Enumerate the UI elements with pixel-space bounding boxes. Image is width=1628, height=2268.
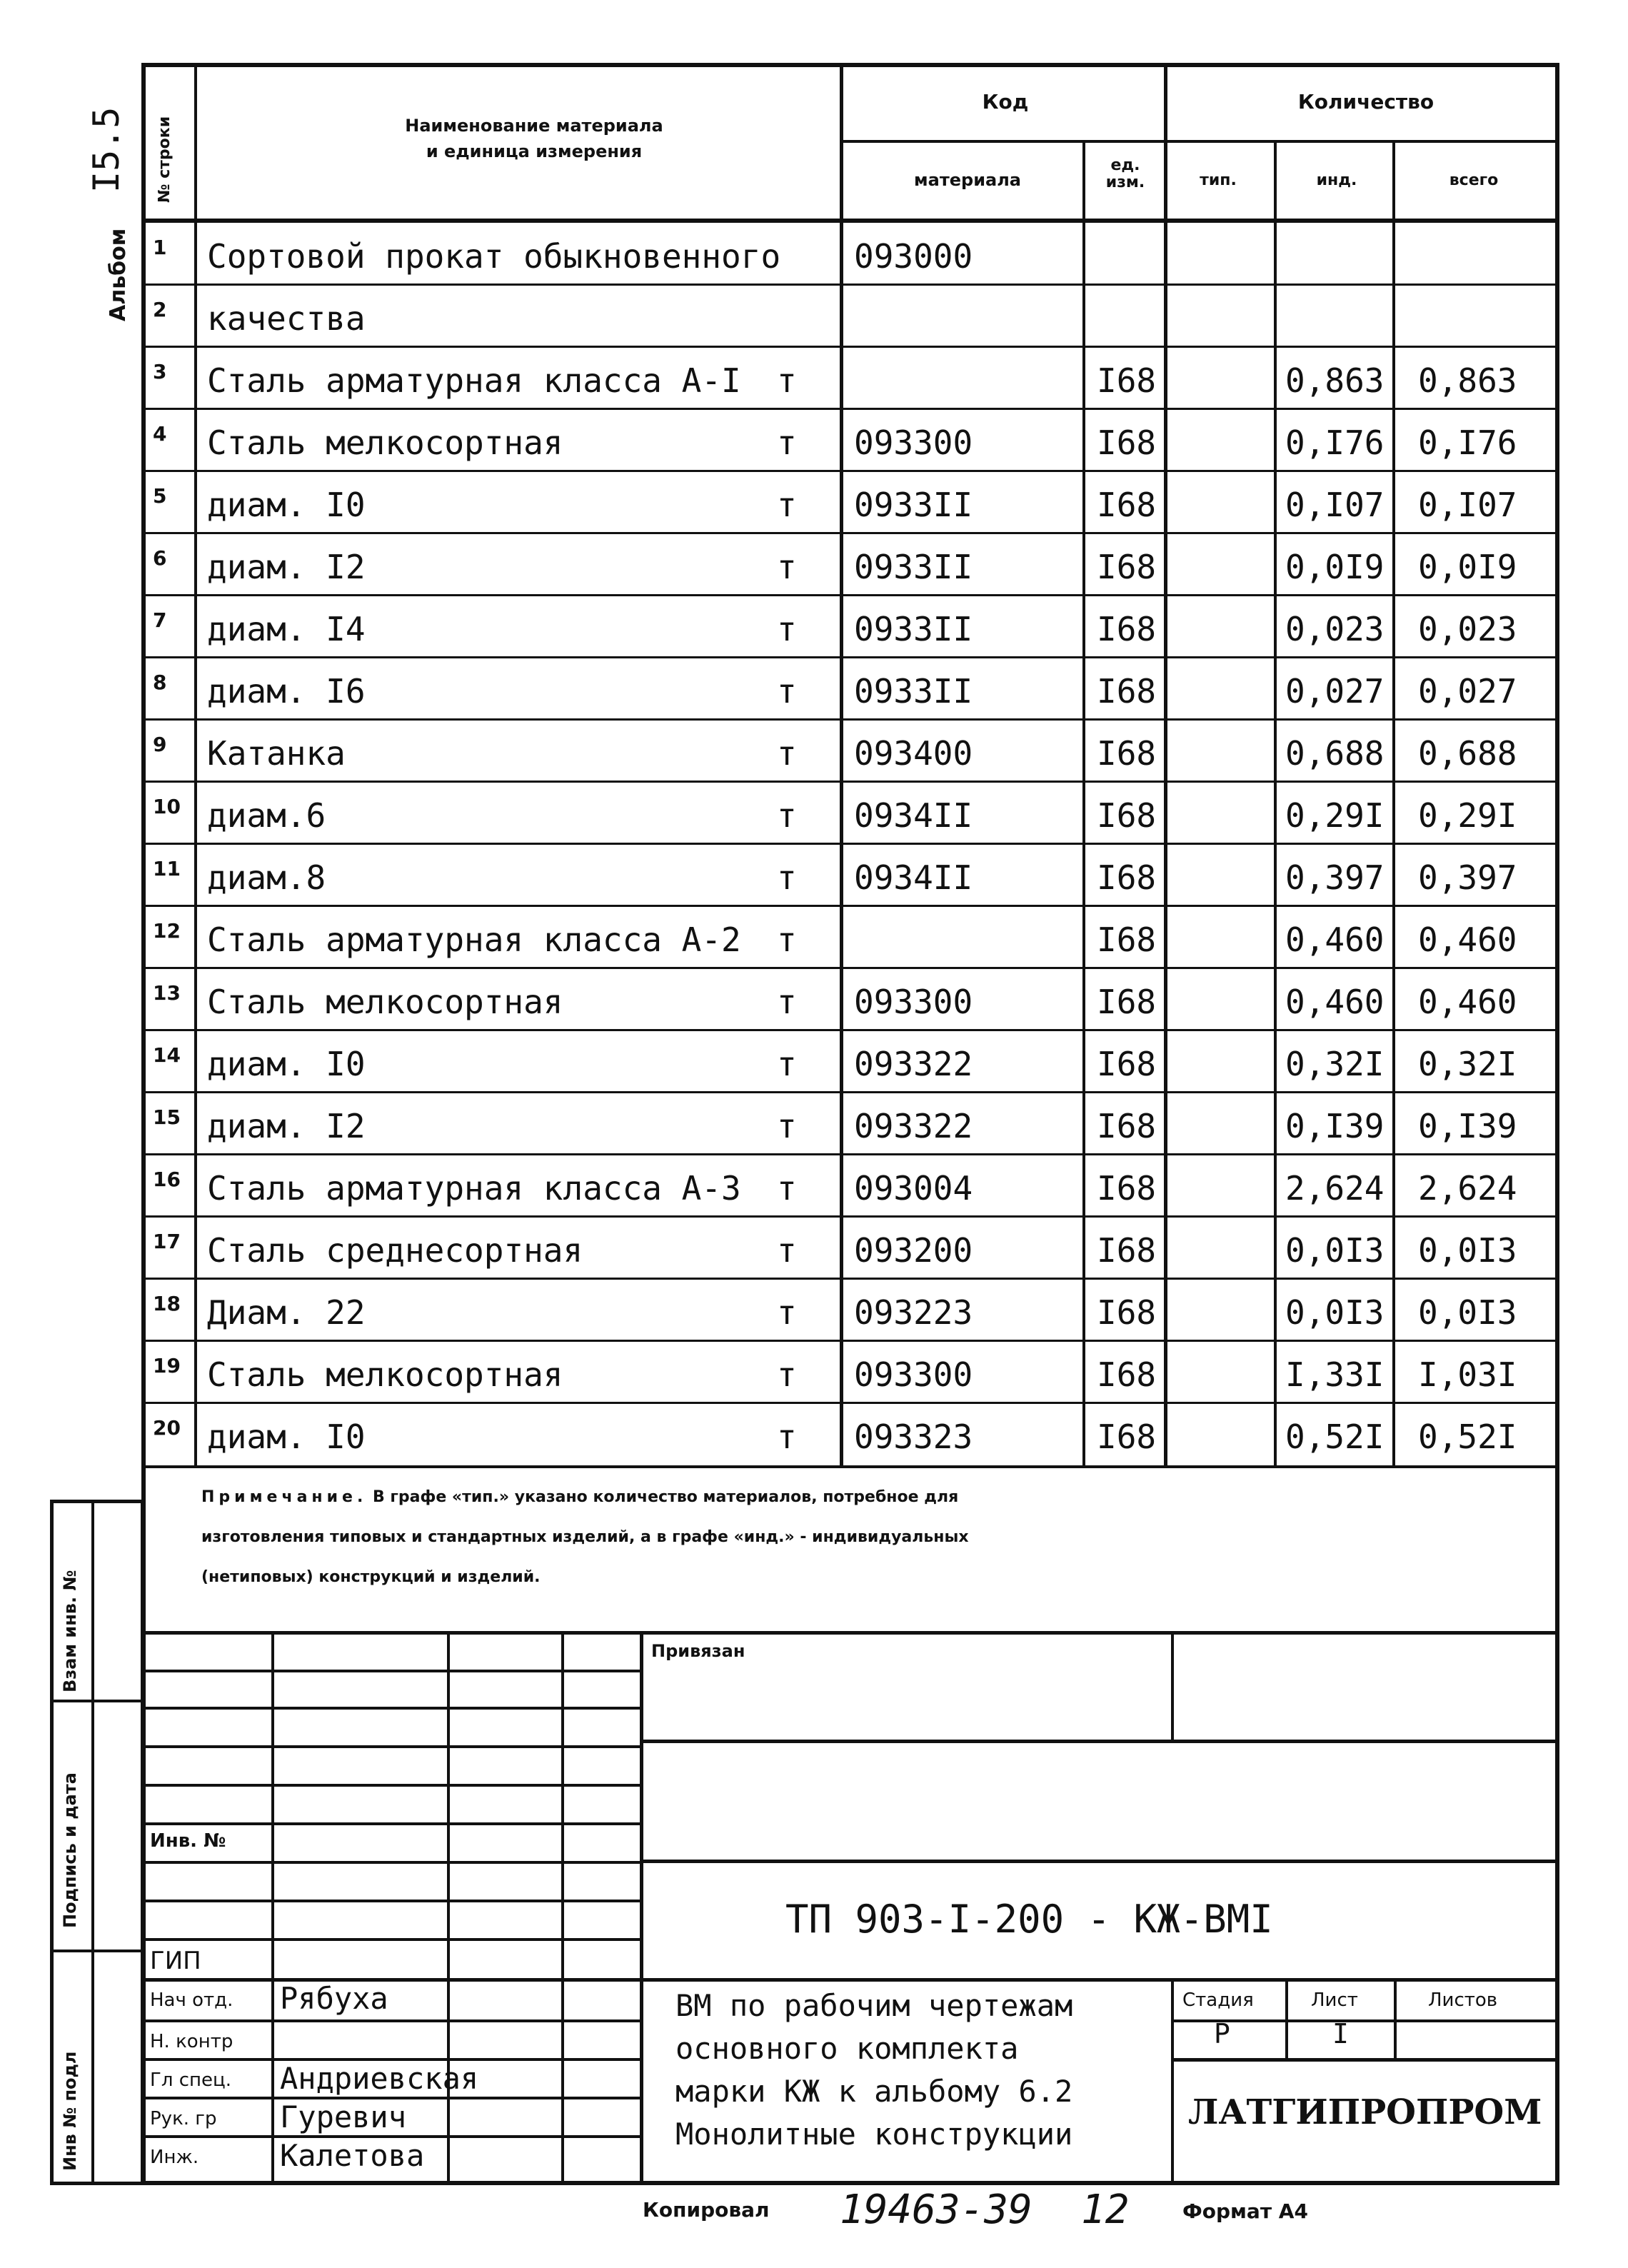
material-name: качества [207, 299, 366, 338]
description-line: основного комплекта [675, 2031, 1019, 2066]
row-number: 6 [153, 546, 167, 570]
unit-symbol: т [777, 486, 797, 524]
qty-total: 2,624 [1418, 1169, 1517, 1208]
signer-name: Рябуха [280, 1981, 388, 2016]
qty-total: 0,I07 [1418, 486, 1517, 524]
qty-total: I,03I [1418, 1355, 1517, 1394]
inv-podl-label: Инв № подл [60, 2051, 80, 2171]
row-number: 20 [153, 1416, 181, 1440]
unit-code: I68 [1097, 548, 1157, 586]
unit-code: I68 [1097, 486, 1157, 524]
unit-code: I68 [1097, 1418, 1157, 1456]
role-label: Инж. [150, 2147, 199, 2168]
material-code: 093004 [854, 1169, 973, 1208]
header-qty: Количество [1297, 90, 1434, 114]
header-line-no: № строки [156, 116, 174, 203]
qty-total: 0,397 [1418, 858, 1517, 897]
qty-total: 0,460 [1418, 920, 1517, 959]
qty-ind: 0,I07 [1285, 486, 1385, 524]
qty-ind: 0,52I [1285, 1418, 1385, 1456]
row-number: 3 [153, 360, 167, 383]
unit-symbol: т [777, 423, 797, 462]
col-line [1082, 140, 1085, 1468]
material-code: 093200 [854, 1231, 973, 1270]
row-divider [141, 284, 1559, 286]
col-line [194, 63, 197, 1468]
row-divider [141, 594, 1559, 596]
row-divider [141, 843, 1559, 845]
unit-code: I68 [1097, 672, 1157, 711]
sheets-label: Листов [1428, 1989, 1498, 2011]
material-name: диам. I0 [207, 1418, 366, 1456]
material-code: 093322 [854, 1107, 973, 1145]
row-divider [141, 408, 1559, 410]
unit-code: I68 [1097, 1107, 1157, 1145]
tb-row [141, 1938, 641, 1941]
unit-symbol: т [777, 1418, 797, 1456]
tb-row [1171, 2058, 1559, 2062]
role-label: Гл спец. [150, 2069, 231, 2091]
copied-label: Копировал [643, 2198, 770, 2222]
material-name: Сталь арматурная класса А-I [207, 361, 741, 400]
header-total: всего [1449, 171, 1499, 189]
unit-code: I68 [1097, 734, 1157, 773]
row-number: 10 [153, 795, 181, 818]
unit-symbol: т [777, 548, 797, 586]
row-divider [141, 346, 1559, 348]
material-name: диам. I2 [207, 1107, 366, 1145]
material-name: диам. I0 [207, 486, 366, 524]
row-number: 2 [153, 298, 167, 321]
note-text-1: В графе «тип.» указано количество материалов, потребное для [373, 1488, 959, 1506]
material-name: Сталь арматурная класса А-3 [207, 1169, 741, 1208]
row-divider [141, 1215, 1559, 1218]
row-divider [141, 905, 1559, 907]
note-line-3: (нетиповых) конструкций и изделий. [201, 1568, 541, 1586]
material-code: 0934II [854, 858, 973, 897]
qty-ind: 0,397 [1285, 858, 1385, 897]
tb-row [641, 1860, 1559, 1863]
qty-total: 0,I39 [1418, 1107, 1517, 1145]
row-divider [141, 1153, 1559, 1155]
description-line: Монолитные конструкции [675, 2117, 1073, 2152]
album-label: Альбом [106, 228, 131, 321]
row-number: 13 [153, 981, 181, 1005]
titleblock-top-line [141, 1631, 1559, 1635]
material-code: 093300 [854, 423, 973, 462]
unit-symbol: т [777, 1045, 797, 1083]
row-number: 1 [153, 236, 167, 259]
qty-ind: 0,863 [1285, 361, 1385, 400]
row-number: 4 [153, 422, 167, 446]
row-number: 9 [153, 733, 167, 756]
qty-total: 0,52I [1418, 1418, 1517, 1456]
unit-symbol: т [777, 734, 797, 773]
header-bottom-line [141, 219, 1559, 223]
signer-name: Андриевская [280, 2061, 479, 2096]
row-divider [141, 1340, 1559, 1342]
qty-total: 0,0I9 [1418, 548, 1517, 586]
material-name: диам.8 [207, 858, 326, 897]
header-code: Код [982, 90, 1029, 114]
row-number: 18 [153, 1292, 181, 1315]
row-divider [141, 1029, 1559, 1031]
header-mid-line [843, 140, 1559, 143]
col-line [1164, 63, 1167, 1468]
side-divider [91, 1500, 94, 2185]
unit-symbol: т [777, 1231, 797, 1270]
unit-symbol: т [777, 1107, 797, 1145]
qty-ind: 0,0I3 [1285, 1231, 1385, 1270]
unit-symbol: т [777, 1355, 797, 1394]
vzam-inv-label: Взам инв. № [60, 1570, 80, 1692]
unit-code: I68 [1097, 361, 1157, 400]
qty-total: 0,32I [1418, 1045, 1517, 1083]
tb-row [141, 2019, 641, 2022]
row-number: 17 [153, 1230, 181, 1253]
tb-row [141, 1822, 641, 1825]
row-divider [141, 1091, 1559, 1093]
tb-row [141, 1670, 641, 1672]
material-code: 093300 [854, 983, 973, 1021]
tb-row [141, 1745, 641, 1748]
privyazan-label: Привязан [651, 1641, 745, 1661]
description-line: ВМ по рабочим чертежам [675, 1988, 1073, 2023]
tb-row [641, 1740, 1559, 1743]
header-typ: тип. [1200, 171, 1237, 189]
unit-code: I68 [1097, 983, 1157, 1021]
unit-code: I68 [1097, 423, 1157, 462]
sheet-value: I [1332, 2018, 1349, 2049]
row-divider [141, 1402, 1559, 1404]
qty-total: 0,0I3 [1418, 1293, 1517, 1332]
gip-label: ГИП [150, 1947, 201, 1975]
col-line [1274, 140, 1277, 1468]
material-name: Сталь мелкосортная [207, 423, 563, 462]
unit-code: I68 [1097, 1293, 1157, 1332]
header-name: Наименование материала и единица измерения [405, 116, 663, 161]
qty-ind: 0,I76 [1285, 423, 1385, 462]
row-number: 15 [153, 1105, 181, 1129]
unit-code: I68 [1097, 1231, 1157, 1270]
tb-col [1171, 1631, 1174, 1740]
unit-symbol: т [777, 672, 797, 711]
material-code: 0933II [854, 672, 973, 711]
row-divider [141, 967, 1559, 969]
row-divider [141, 656, 1559, 658]
unit-code: I68 [1097, 1355, 1157, 1394]
note-line-2: изготовления типовых и стандартных изделий, а в графе «инд.» - индивидуальных [201, 1528, 969, 1546]
qty-ind: 2,624 [1285, 1169, 1385, 1208]
tb-col [640, 1631, 643, 2185]
header-unit: ед. изм. [1105, 156, 1145, 192]
qty-ind: 0,460 [1285, 983, 1385, 1021]
material-code: 093000 [854, 237, 973, 276]
qty-ind: 0,29I [1285, 796, 1385, 835]
role-label: Нач отд. [150, 1989, 233, 2011]
tb-col [1171, 1978, 1174, 2185]
note-line-1 [201, 1488, 958, 1506]
unit-symbol: т [777, 858, 797, 897]
material-name: Сталь мелкосортная [207, 1355, 563, 1394]
material-name: диам. I6 [207, 672, 366, 711]
row-number: 19 [153, 1354, 181, 1378]
row-number: 5 [153, 484, 167, 508]
row-number: 7 [153, 608, 167, 632]
qty-total: 0,29I [1418, 796, 1517, 835]
role-label: Н. контр [150, 2031, 233, 2052]
qty-ind: 0,688 [1285, 734, 1385, 773]
material-name: Диам. 22 [207, 1293, 366, 1332]
qty-ind: 0,023 [1285, 610, 1385, 648]
stage-label: Стадия [1182, 1989, 1254, 2011]
tb-col [271, 1631, 274, 2185]
qty-ind: 0,I39 [1285, 1107, 1385, 1145]
row-number: 16 [153, 1168, 181, 1191]
header-ind: инд. [1316, 171, 1357, 189]
qty-ind: 0,32I [1285, 1045, 1385, 1083]
material-code: 093300 [854, 1355, 973, 1394]
side-divider [50, 1950, 144, 1952]
unit-code: I68 [1097, 796, 1157, 835]
tb-row [141, 1784, 641, 1787]
row-divider [141, 781, 1559, 783]
qty-ind: I,33I [1285, 1355, 1385, 1394]
unit-code: I68 [1097, 1169, 1157, 1208]
row-number: 14 [153, 1043, 181, 1067]
unit-symbol: т [777, 1293, 797, 1332]
material-name: диам.6 [207, 796, 326, 835]
col-line [840, 63, 843, 1468]
qty-total: 0,0I3 [1418, 1231, 1517, 1270]
unit-code: I68 [1097, 920, 1157, 959]
row-divider [141, 470, 1559, 472]
signer-name: Гуревич [280, 2099, 407, 2134]
qty-ind: 0,460 [1285, 920, 1385, 959]
qty-total: 0,688 [1418, 734, 1517, 773]
tb-row [141, 1707, 641, 1710]
signer-name: Калетова [280, 2138, 425, 2173]
qty-ind: 0,027 [1285, 672, 1385, 711]
material-name: диам. I0 [207, 1045, 366, 1083]
tb-row [141, 1861, 641, 1864]
row-number: 11 [153, 857, 181, 880]
unit-symbol: т [777, 361, 797, 400]
qty-ind: 0,0I3 [1285, 1293, 1385, 1332]
qty-total: 0,023 [1418, 610, 1517, 648]
material-code: 0933II [854, 548, 973, 586]
qty-total: 0,460 [1418, 983, 1517, 1021]
material-code: 093322 [854, 1045, 973, 1083]
role-label: Рук. гр [150, 2108, 217, 2129]
material-code: 0934II [854, 796, 973, 835]
description-line: марки КЖ к альбому 6.2 [675, 2074, 1073, 2109]
row-divider [141, 1278, 1559, 1280]
material-name: Катанка [207, 734, 346, 773]
sheet-label: Лист [1311, 1989, 1358, 2011]
unit-symbol: т [777, 796, 797, 835]
header-material: материала [914, 170, 1021, 190]
tb-col [447, 1631, 450, 2185]
material-code: 093323 [854, 1418, 973, 1456]
document-code: ТП 903-I-200 - КЖ-ВМI [785, 1897, 1273, 1942]
col-line [1392, 140, 1395, 1468]
tb-row [141, 1900, 641, 1902]
material-name: Сталь арматурная класса А-2 [207, 920, 741, 959]
material-name: диам. I2 [207, 548, 366, 586]
unit-symbol: т [777, 920, 797, 959]
material-code: 093400 [854, 734, 973, 773]
row-divider [141, 532, 1559, 534]
material-name: Сталь среднесортная [207, 1231, 583, 1270]
unit-code: I68 [1097, 1045, 1157, 1083]
footer-sheet-number: 12 [1081, 2187, 1130, 2233]
material-code: 093223 [854, 1293, 973, 1332]
tb-col [561, 1631, 564, 2185]
unit-code: I68 [1097, 610, 1157, 648]
row-divider [141, 718, 1559, 721]
qty-total: 0,I76 [1418, 423, 1517, 462]
material-code: 0933II [854, 610, 973, 648]
inv-no-label: Инв. № [150, 1830, 226, 1852]
unit-code: I68 [1097, 858, 1157, 897]
organization-name: ЛАТГИПРОПРОМ [1188, 2092, 1542, 2132]
unit-symbol: т [777, 610, 797, 648]
row-number: 8 [153, 671, 167, 694]
note-title: Примечание. [201, 1488, 368, 1506]
qty-total: 0,027 [1418, 672, 1517, 711]
archive-number: 19463-39 [840, 2187, 1032, 2233]
stage-value: Р [1214, 2018, 1230, 2049]
row-number: 12 [153, 919, 181, 943]
format-label: Формат А4 [1182, 2199, 1308, 2223]
material-name: диам. I4 [207, 610, 366, 648]
qty-ind: 0,0I9 [1285, 548, 1385, 586]
qty-total: 0,863 [1418, 361, 1517, 400]
unit-symbol: т [777, 1169, 797, 1208]
material-name: Сталь мелкосортная [207, 983, 563, 1021]
table-bottom-line [141, 1465, 1559, 1468]
unit-symbol: т [777, 983, 797, 1021]
album-number: I5.5 [86, 106, 127, 193]
side-divider [50, 1700, 144, 1702]
material-name: Сортовой прокат обыкновенного [207, 237, 781, 276]
material-code: 0933II [854, 486, 973, 524]
podpis-data-label: Подпись и дата [60, 1772, 80, 1928]
